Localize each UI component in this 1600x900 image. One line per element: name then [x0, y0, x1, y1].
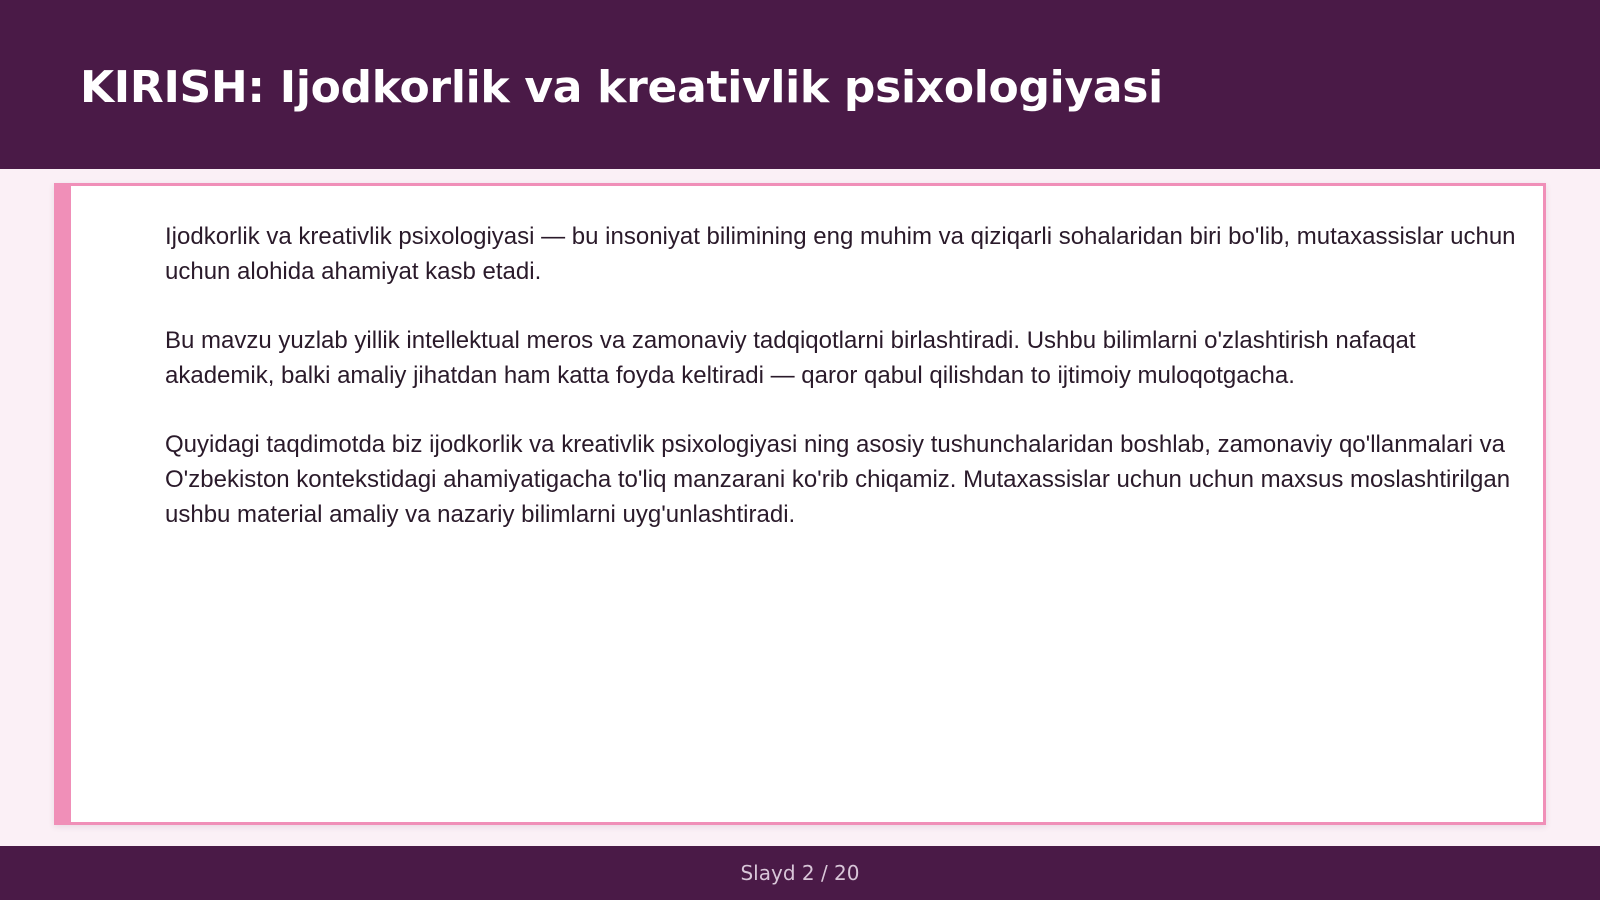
slide-footer — [0, 846, 1600, 900]
content-card — [54, 183, 1546, 825]
slide-header — [0, 0, 1600, 169]
slide-title: KIRISH: Ijodkorlik va kreativlik psixologiyasi — [80, 62, 1163, 113]
content-body — [165, 219, 1525, 532]
overview-paragraph: Quyidagi taqdimotda biz ijodkorlik va kreativlik psixologiyasi ning asosiy tushunchalaridan boshlab, zamonaviy qo'llanmalari va O'zbekiston kontekstidagi ahamiyatigacha to'liq manzarani ko'rib chiqamiz. Mutaxassislar uchun uchun maxsus moslashtirilgan ushbu material amaliy va nazariy bilimlarni uyg'unlashtiradi. — [165, 431, 1511, 528]
slide-counter: Slayd 2 / 20 — [740, 861, 860, 885]
heritage-paragraph: Bu mavzu yuzlab yillik intellektual meros va zamonaviy tadqiqotlarni birlashtiradi. Ushbu bilimlarni o'zlashtirish nafaqat akademik, balki amaliy jihatdan ham katta foyda keltiradi — qaror qabul qilishdan to ijtimoiy muloqotgacha. — [165, 327, 1416, 389]
intro-paragraph: Ijodkorlik va kreativlik psixologiyasi — bu insoniyat bilimining eng muhim va qiziqarli sohalaridan biri bo'lib, mutaxassislar uchun uchun alohida ahamiyat kasb etadi. — [165, 223, 1516, 285]
